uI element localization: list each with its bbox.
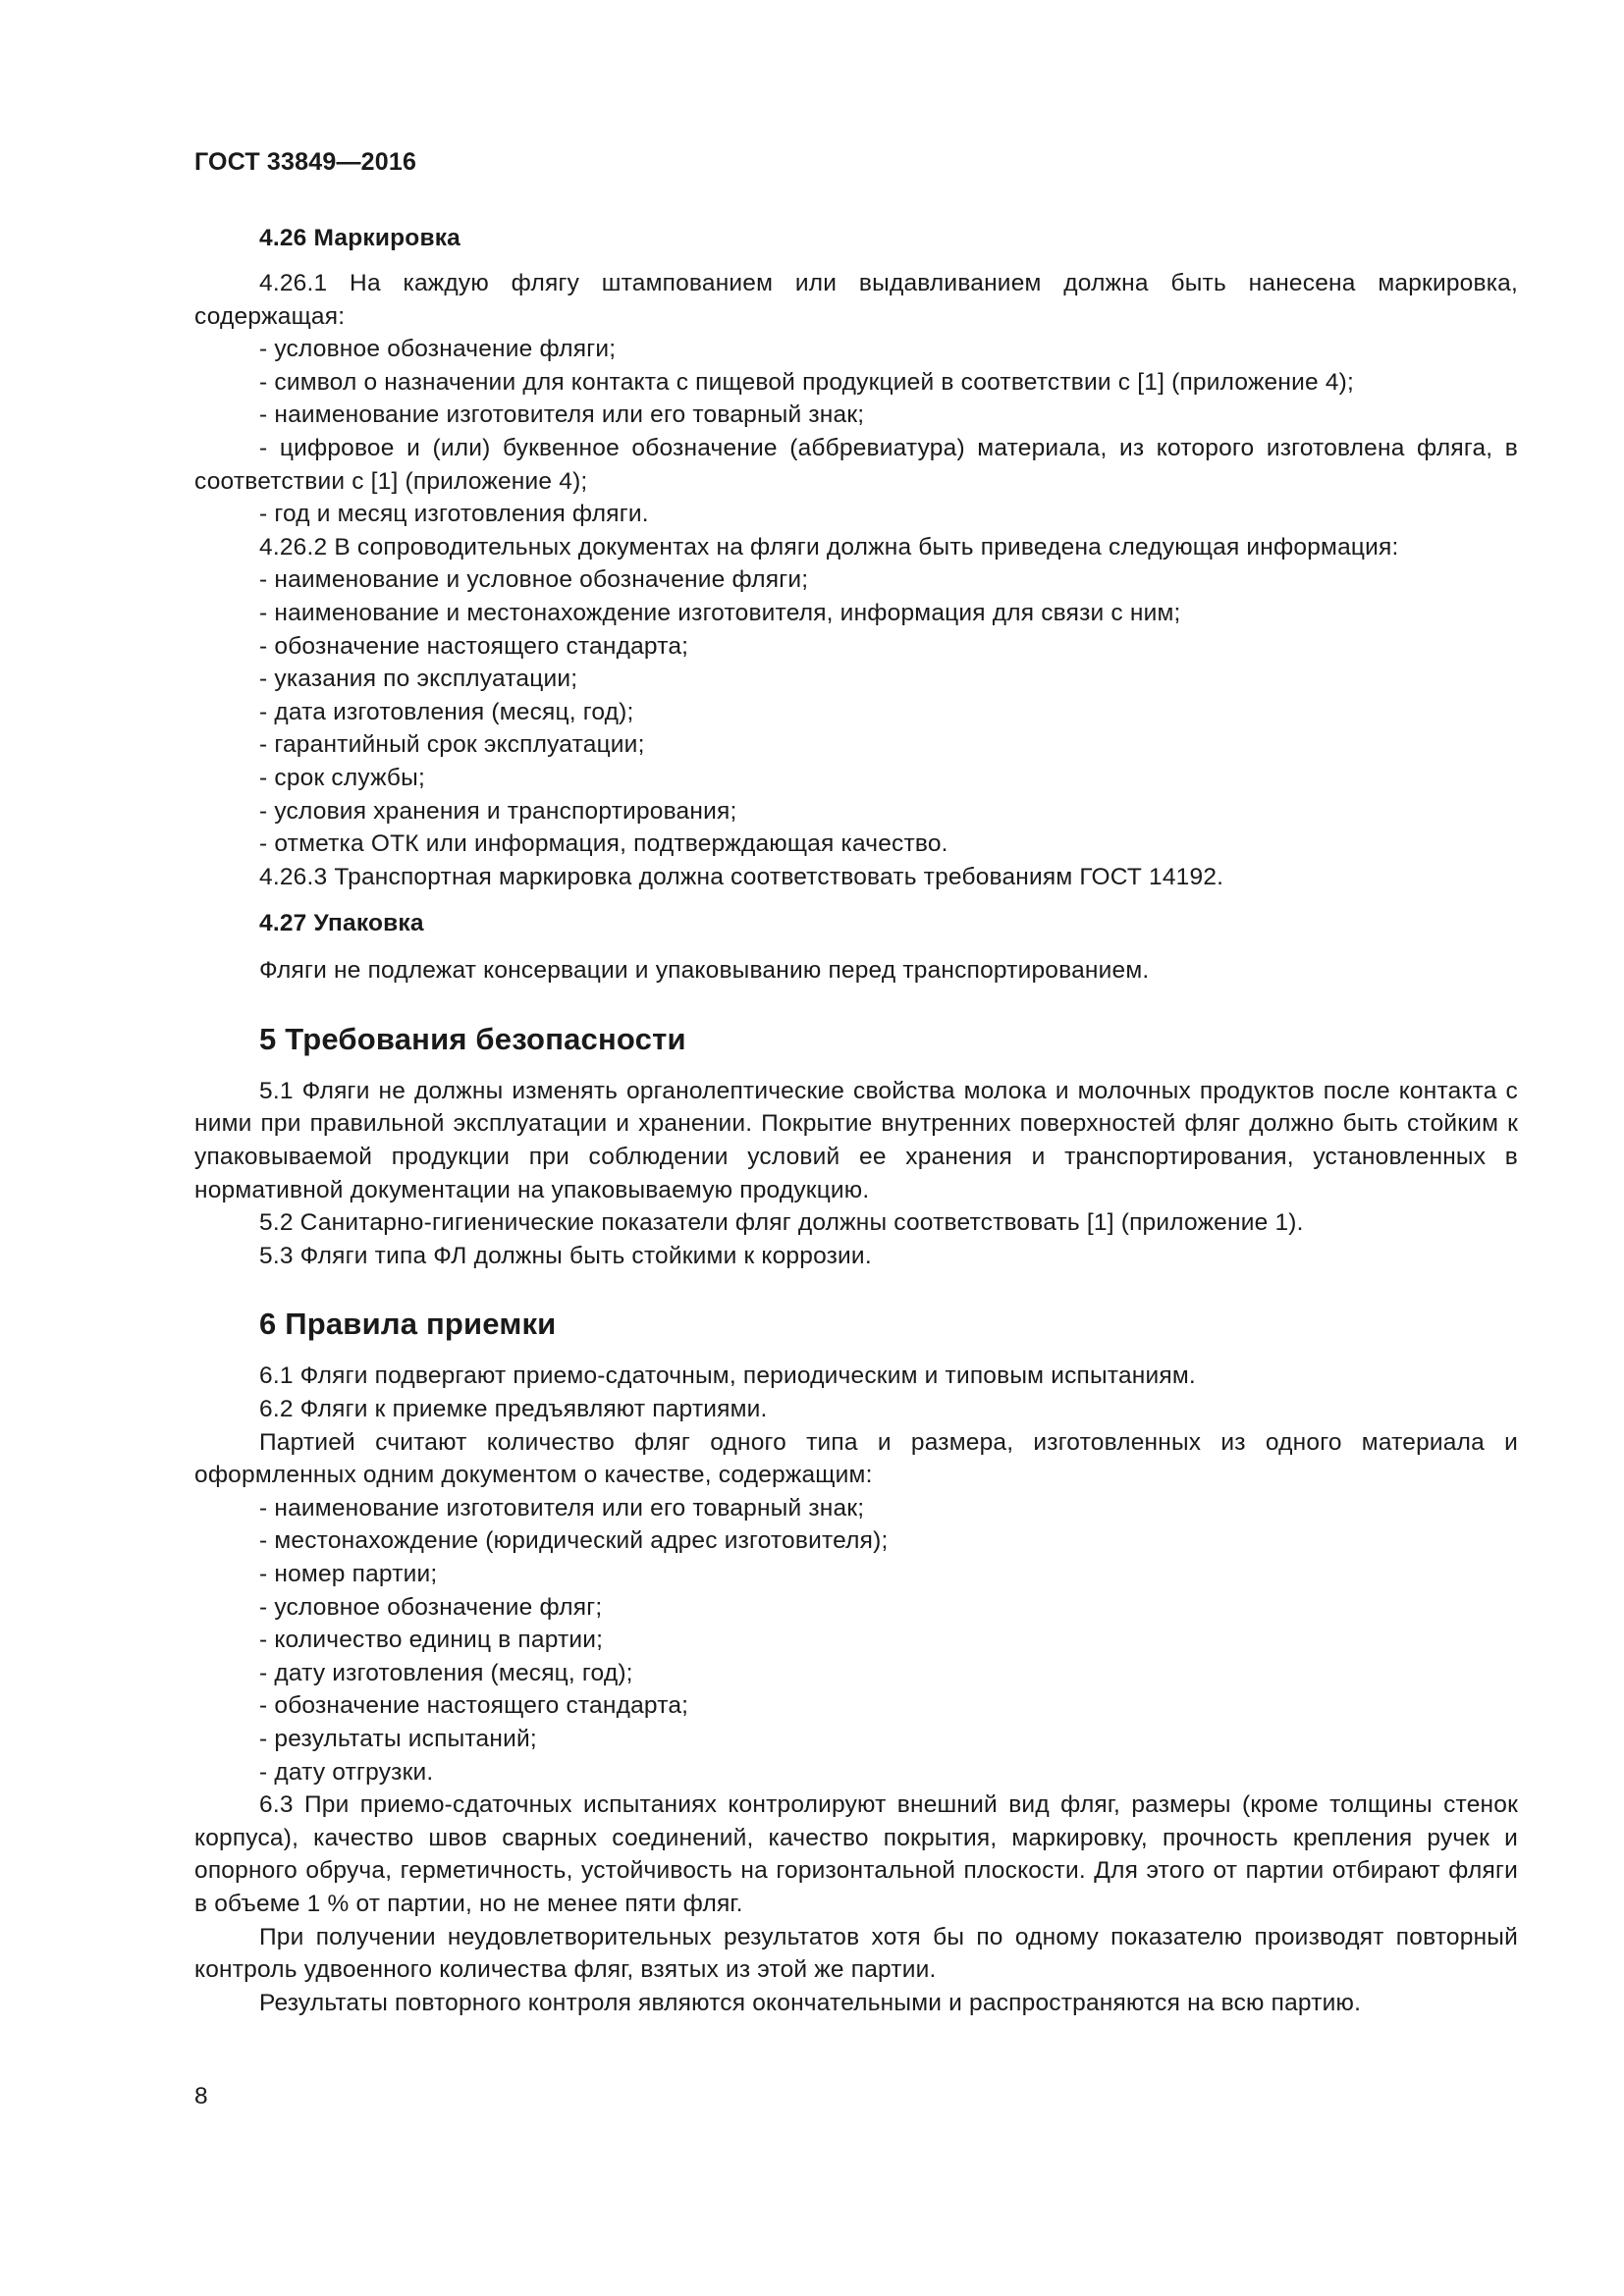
list-item: - условное обозначение фляги; (259, 336, 617, 363)
paragraph-6-3: 6.3 При приемо-сдаточных испытаниях контролируют внешний вид фляг, размеры (кроме толщины стенок корпуса), качество швов сварных соединений, качество покрытия, маркировку, прочность крепления ручек и опорного обруча, герметичность, устойчивость на горизонтальной плоскости. Для этого от партии отбирают фляги в объеме 1 % от партии, но не менее пяти фляг. (194, 1791, 1518, 1917)
paragraph-4-27: Фляги не подлежат консервации и упаковыванию перед транспортированием. (259, 957, 1150, 985)
subsection-title-4-26: 4.26 Маркировка (259, 225, 460, 251)
list-item: - отметка ОТК или информация, подтверждающая качество. (259, 830, 948, 858)
paragraph-4-26-3: 4.26.3 Транспортная маркировка должна соответствовать требованиям ГОСТ 14192. (259, 863, 1224, 890)
list-item: - указания по эксплуатации; (259, 666, 578, 693)
list-item: - условия хранения и транспортирования; (259, 797, 737, 825)
document-body (194, 222, 1518, 2019)
list-item: - дату изготовления (месяц, год); (259, 1659, 633, 1686)
list-item: - номер партии; (259, 1561, 438, 1587)
paragraph-5-3: 5.3 Фляги типа ФЛ должны быть стойкими к коррозии. (259, 1242, 872, 1269)
list-item: - дата изготовления (месяц, год); (259, 698, 634, 725)
page-number: 8 (194, 2083, 208, 2109)
paragraph-5-2: 5.2 Санитарно-гигиенические показатели фляг должны соответствовать [1] (приложение 1). (259, 1209, 1304, 1237)
list-item: - наименование и условное обозначение фляги; (259, 566, 809, 594)
list-item: - местонахождение (юридический адрес изготовителя); (259, 1527, 889, 1555)
list-item: - гарантийный срок эксплуатации; (259, 731, 645, 759)
list-item: - обозначение настоящего стандарта; (259, 632, 689, 660)
list-item: - наименование изготовителя или его товарный знак; (259, 401, 865, 429)
paragraph-4-26-2: 4.26.2 В сопроводительных документах на фляги должна быть приведена следующая информация: (259, 533, 1399, 561)
document-code-header: ГОСТ 33849—2016 (194, 148, 417, 176)
paragraph-6-1: 6.1 Фляги подвергают приемо-сдаточным, периодическим и типовым испытаниям. (259, 1362, 1196, 1390)
section-title-6: 6 Правила приемки (259, 1307, 557, 1342)
list-item: - год и месяц изготовления фляги. (259, 501, 649, 528)
list-item: - наименование и местонахождение изготовителя, информация для связи с ним; (259, 599, 1181, 626)
paragraph-6-3-retest: При получении неудовлетворительных результатов хотя бы по одному показателю производят повторный контроль удвоенного количества фляг, взятых из этой же партии. (194, 1923, 1518, 1984)
paragraph-6-2-batch: Партией считают количество фляг одного типа и размера, изготовленных из одного материала и оформленных одним документом о качестве, содержащим: (194, 1428, 1518, 1489)
list-item: - наименование изготовителя или его товарный знак; (259, 1494, 865, 1522)
list-item: - обозначение настоящего стандарта; (259, 1692, 689, 1720)
list-item: - дату отгрузки. (259, 1758, 434, 1786)
list-item: - результаты испытаний; (259, 1725, 537, 1752)
list-item: - срок службы; (259, 764, 425, 791)
list-item: - цифровое и (или) буквенное обозначение (аббревиатура) материала, из которого изготовлена фляга, в соответствии с [1] (приложение 4); (194, 434, 1518, 495)
paragraph-6-2: 6.2 Фляги к приемке предъявляют партиями. (259, 1396, 768, 1423)
subsection-title-4-27: 4.27 Упаковка (259, 910, 424, 937)
list-item: - символ о назначении для контакта с пищевой продукцией в соответствии с [1] (приложение 4); (259, 368, 1355, 396)
paragraph-4-26-1: 4.26.1 На каждую флягу штампованием или выдавливанием должна быть нанесена маркировка, содержащая: (194, 270, 1518, 330)
section-title-5: 5 Требования безопасности (259, 1021, 686, 1056)
paragraph-6-3-final: Результаты повторного контроля являются окончательными и распространяются на всю партию. (259, 1989, 1362, 2016)
list-item: - количество единиц в партии; (259, 1627, 604, 1654)
paragraph-5-1: 5.1 Фляги не должны изменять органолептические свойства молока и молочных продуктов после контакта с ними при правильной эксплуатации и хранении. Покрытие внутренних поверхностей фляг должно быть стойким к упаковываемой продукции при соблюдении условий ее хранения и транспортирования, установленных в нормативной документации на упаковываемую продукцию. (194, 1077, 1518, 1203)
list-item: - условное обозначение фляг; (259, 1593, 603, 1621)
